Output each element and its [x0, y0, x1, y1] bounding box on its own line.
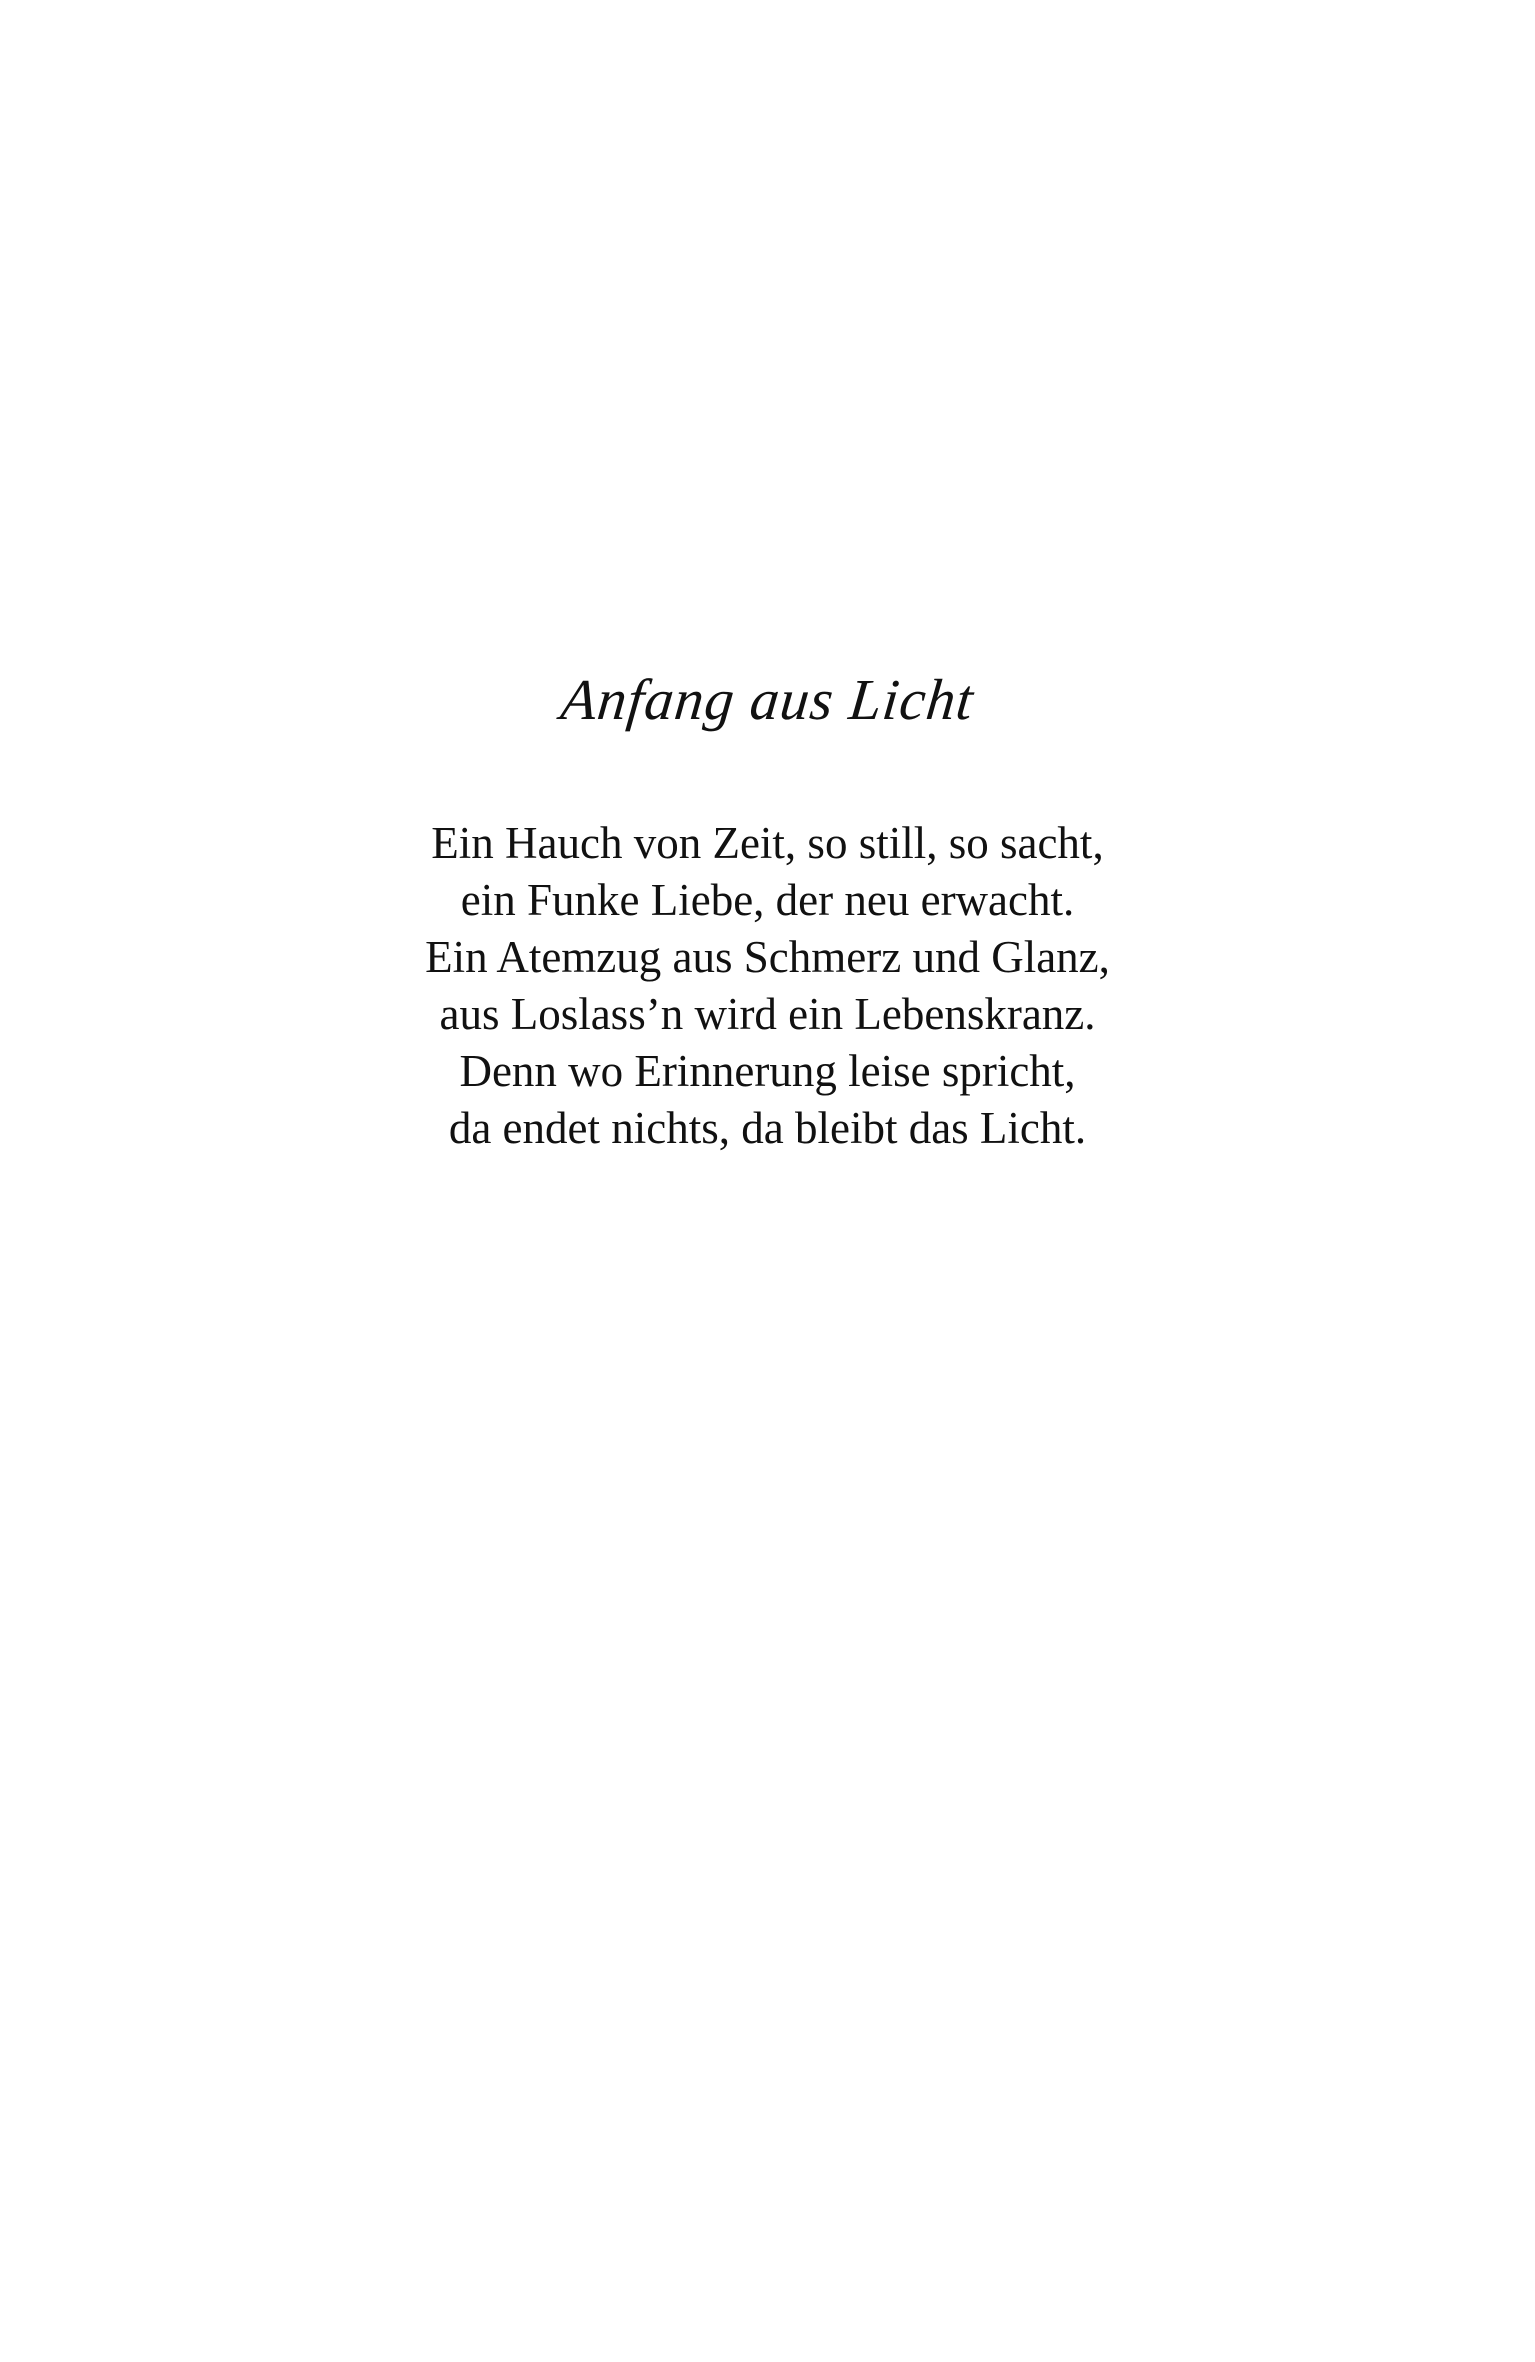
poem-line: Ein Hauch von Zeit, so still, so sacht, — [431, 818, 1104, 868]
poem — [0, 655, 1535, 1157]
poem-line: ein Funke Liebe, der neu erwacht. — [460, 875, 1075, 925]
poem-line: aus Loslass’n wird ein Lebenskranz. — [439, 989, 1096, 1039]
poem-line: da endet nichts, da bleibt das Licht. — [448, 1103, 1087, 1153]
poem-title: Anfang aus Licht — [557, 667, 978, 732]
poem-stanza — [0, 815, 1535, 1157]
poem-line: Denn wo Erinnerung leise spricht, — [459, 1046, 1076, 1096]
poem-line: Ein Atemzug aus Schmerz und Glanz, — [425, 932, 1110, 982]
